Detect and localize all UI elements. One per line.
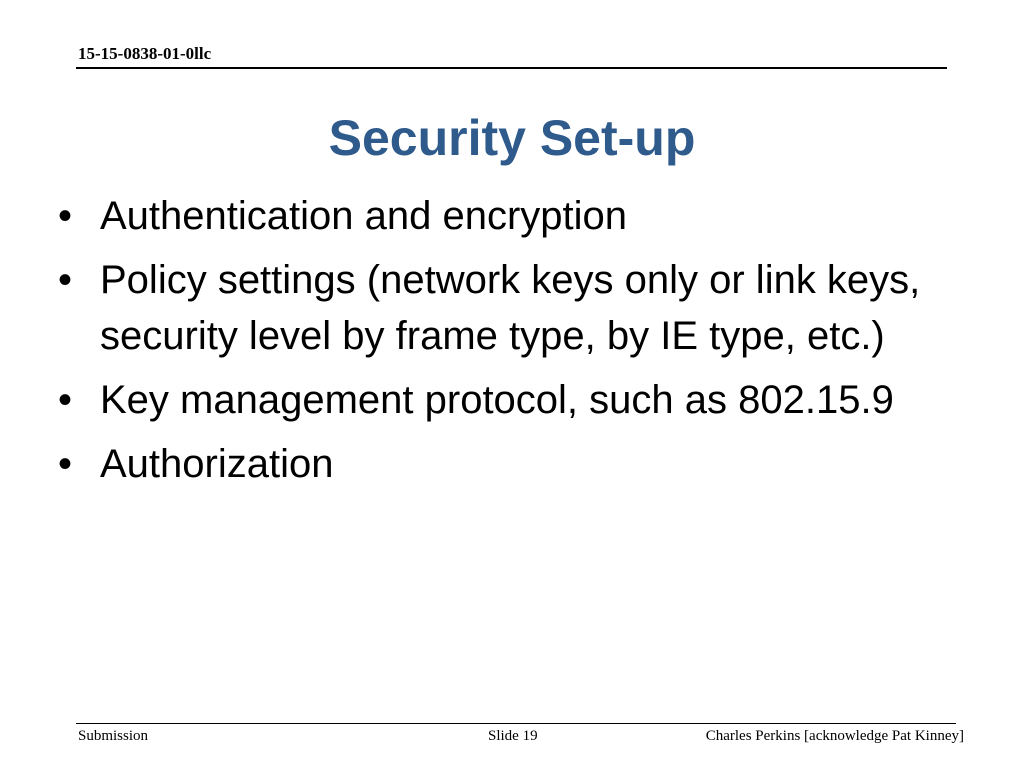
header-divider [76,67,947,69]
bullet-icon: • [58,378,73,422]
bullet-item-policy-settings [58,252,958,364]
bullet-text: Authentication and encryption [100,194,628,238]
slide-title: Security Set-up [328,110,696,166]
footer-author: Charles Perkins [acknowledge Pat Kinney] [705,728,964,744]
footer-slide-number: Slide 19 [488,728,538,744]
bullet-item-key-management [58,372,958,428]
bullet-text: Authorization [100,442,334,486]
document-id: 15-15-0838-01-0llc [78,44,212,63]
bullet-icon: • [58,442,73,486]
bullet-icon: • [58,258,73,302]
bullet-text: Policy settings (network keys only or link keys, security level by frame type, by IE type, etc.) [100,258,921,358]
footer-submission: Submission [78,728,149,744]
bullet-icon: • [58,194,73,238]
bullet-item-authorization [58,436,958,492]
bullet-item-authentication [58,188,958,244]
bullet-list [58,188,958,500]
bullet-text: Key management protocol, such as 802.15.9 [100,378,894,422]
footer-divider [76,723,956,724]
